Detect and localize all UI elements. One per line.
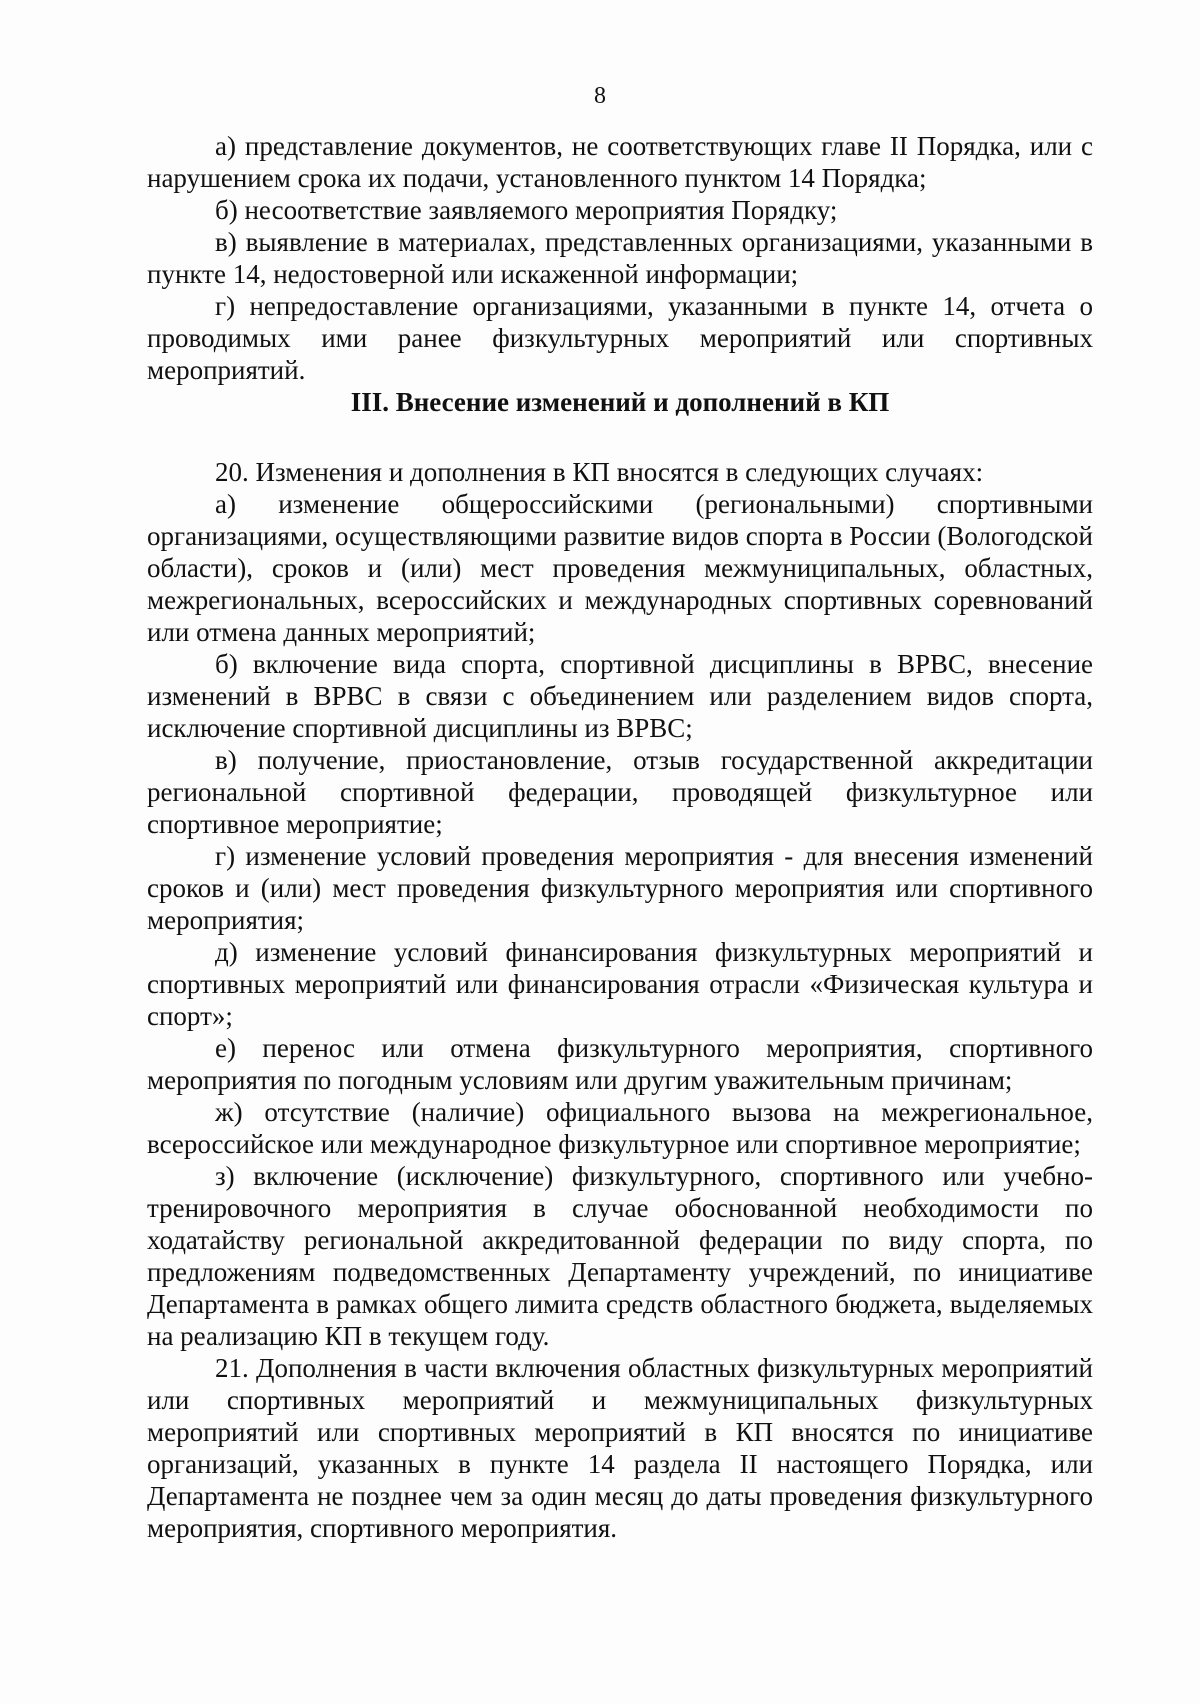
paragraph-g-top: г) непредоставление организациями, указанными в пункте 14, отчета о проводимых ими ранее физкультурных мероприятий или спортивных мероприятий.: [147, 291, 1093, 385]
paragraph-20-g: г) изменение условий проведения мероприятия - для внесения изменений сроков и (или) мест проведения физкультурного мероприятия или спортивного мероприятия;: [147, 841, 1093, 935]
section-heading: III. Внесение изменений и дополнений в КП: [350, 387, 890, 417]
document-body: [147, 130, 1093, 1544]
paragraph-21: 21. Дополнения в части включения областных физкультурных мероприятий или спортивных мероприятий и межмуниципальных физкультурных мероприятий или спортивных мероприятий в КП вносятся по инициативе организаций, указанных в пункте 14 раздела II настоящего Порядка, или Департамента не позднее чем за один месяц до даты проведения физкультурного мероприятия, спортивного мероприятия.: [147, 1353, 1093, 1543]
page-number: 8: [594, 83, 606, 109]
paragraph-20-d: д) изменение условий финансирования физкультурных мероприятий и спортивных мероприятий или финансирования отрасли «Физическая культура и спорт»;: [147, 937, 1093, 1031]
paragraph-20-b: б) включение вида спорта, спортивной дисциплины в ВРВС, внесение изменений в ВРВС в связи с объединением или разделением видов спорта, исключение спортивной дисциплины из ВРВС;: [147, 649, 1093, 743]
paragraph-v-top: в) выявление в материалах, представленных организациями, указанными в пункте 14, недостоверной или искаженной информации;: [147, 227, 1093, 289]
paragraph-20: 20. Изменения и дополнения в КП вносятся в следующих случаях:: [215, 457, 984, 487]
paragraph-20-z: з) включение (исключение) физкультурного, спортивного или учебно-тренировочного мероприятия в случае обоснованной необходимости по ходатайству региональной аккредитованной федерации по виду спорта, по предложениям подведомственных Департаменту учреждений, по инициативе Департамента в рамках общего лимита средств областного бюджета, выделяемых на реализацию КП в текущем году.: [147, 1161, 1093, 1351]
paragraph-20-a: а) изменение общероссийскими (региональными) спортивными организациями, осуществляющими развитие видов спорта в России (Вологодской области), сроков и (или) мест проведения межмуниципальных, областных, межрегиональных, всероссийских и международных спортивных соревнований или отмена данных мероприятий;: [147, 489, 1093, 647]
paragraph-a-top: а) представление документов, не соответствующих главе II Порядка, или с нарушением срока их подачи, установленного пунктом 14 Порядка;: [147, 131, 1093, 193]
paragraph-20-v: в) получение, приостановление, отзыв государственной аккредитации региональной спортивной федерации, проводящей физкультурное или спортивное мероприятие;: [147, 745, 1093, 839]
paragraph-b-top: б) несоответствие заявляемого мероприятия Порядку;: [215, 195, 838, 225]
paragraph-20-e: е) перенос или отмена физкультурного мероприятия, спортивного мероприятия по погодным условиям или другим уважительным причинам;: [147, 1033, 1093, 1095]
paragraph-20-zh: ж) отсутствие (наличие) официального вызова на межрегиональное, всероссийское или международное физкультурное или спортивное мероприятие;: [147, 1097, 1093, 1159]
